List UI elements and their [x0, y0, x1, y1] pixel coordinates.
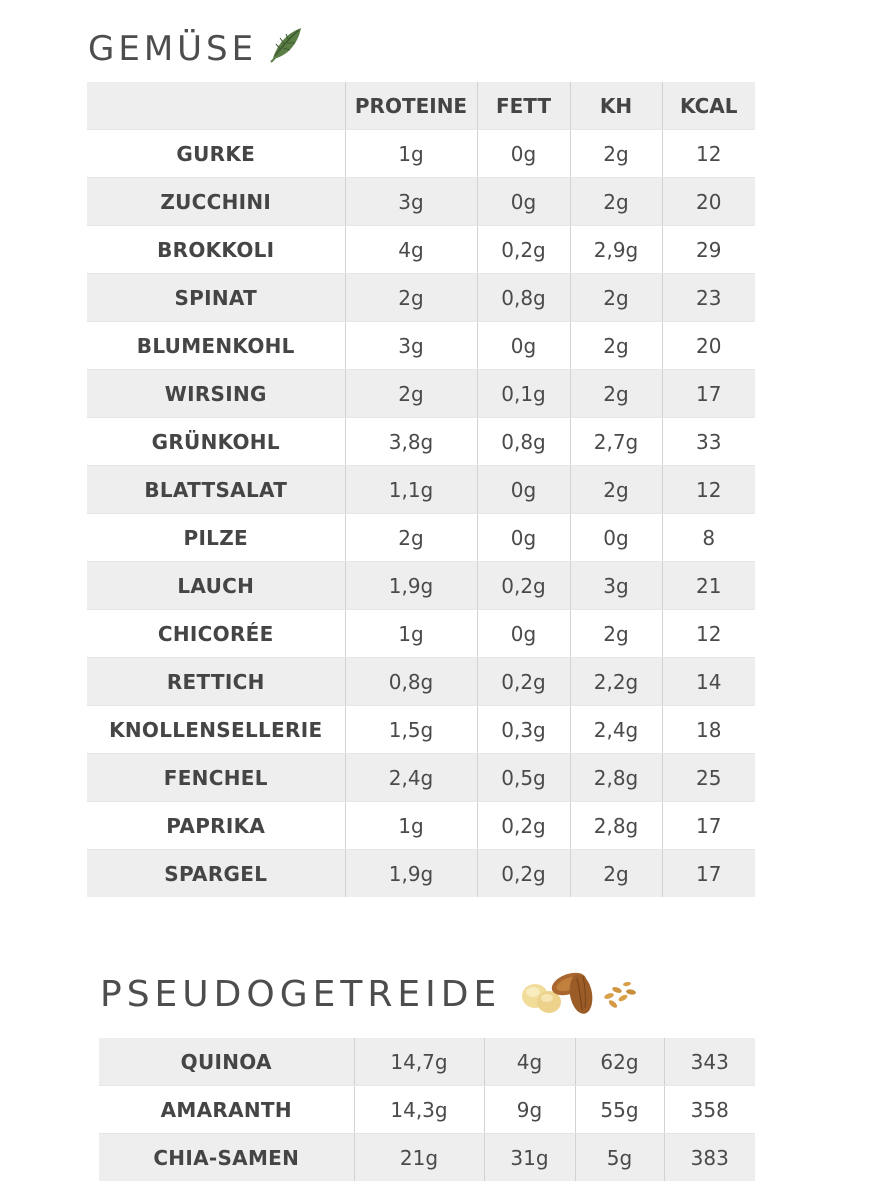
protein-value: 4g — [345, 226, 477, 274]
nuts-seeds-icon — [519, 962, 643, 1027]
carb-value: 2,8g — [570, 754, 662, 802]
kcal-value: 29 — [662, 226, 755, 274]
fat-value: 0g — [477, 610, 570, 658]
fat-value: 9g — [484, 1086, 575, 1134]
table-row — [87, 562, 755, 610]
carb-value: 5g — [575, 1134, 664, 1182]
table-row — [87, 322, 755, 370]
kcal-value: 8 — [662, 514, 755, 562]
fat-value: 0g — [477, 322, 570, 370]
table-row — [87, 514, 755, 562]
kcal-value: 25 — [662, 754, 755, 802]
food-name: BROKKOLI — [87, 226, 345, 274]
kcal-value: 20 — [662, 322, 755, 370]
fat-value: 0,2g — [477, 226, 570, 274]
nutrition-table-pseudogetreide — [99, 1038, 755, 1181]
protein-value: 1g — [345, 610, 477, 658]
kcal-value: 14 — [662, 658, 755, 706]
protein-value: 3,8g — [345, 418, 477, 466]
carb-value: 62g — [575, 1038, 664, 1086]
fat-value: 0,8g — [477, 274, 570, 322]
table-row — [99, 1038, 755, 1086]
kcal-value: 12 — [662, 466, 755, 514]
food-name: SPINAT — [87, 274, 345, 322]
table-row — [87, 754, 755, 802]
protein-value: 1,9g — [345, 850, 477, 898]
table-row — [87, 658, 755, 706]
kcal-value: 21 — [662, 562, 755, 610]
kcal-value: 33 — [662, 418, 755, 466]
fat-value: 0g — [477, 514, 570, 562]
protein-value: 1,1g — [345, 466, 477, 514]
kcal-value: 17 — [662, 370, 755, 418]
kcal-value: 12 — [662, 610, 755, 658]
carb-value: 2g — [570, 322, 662, 370]
header-kcal: KCAL — [662, 82, 755, 130]
carb-value: 2,2g — [570, 658, 662, 706]
table-row — [87, 418, 755, 466]
food-name: GRÜNKOHL — [87, 418, 345, 466]
carb-value: 2g — [570, 466, 662, 514]
section-title-text: PSEUDOGETREIDE — [100, 974, 502, 1015]
fat-value: 0,2g — [477, 562, 570, 610]
kcal-value: 17 — [662, 850, 755, 898]
carb-value: 55g — [575, 1086, 664, 1134]
leaf-icon — [267, 24, 307, 73]
protein-value: 3g — [345, 322, 477, 370]
protein-value: 2g — [345, 274, 477, 322]
fat-value: 0,5g — [477, 754, 570, 802]
section-title-pseudogetreide — [100, 962, 643, 1027]
header-proteine: PROTEINE — [345, 82, 477, 130]
food-name: CHICORÉE — [87, 610, 345, 658]
section-title-gemuese — [88, 24, 307, 73]
kcal-value: 20 — [662, 178, 755, 226]
table-row — [87, 274, 755, 322]
fat-value: 0,2g — [477, 802, 570, 850]
table-row — [99, 1134, 755, 1182]
table-row — [99, 1086, 755, 1134]
carb-value: 2,8g — [570, 802, 662, 850]
table-row — [87, 370, 755, 418]
kcal-value: 23 — [662, 274, 755, 322]
protein-value: 1g — [345, 130, 477, 178]
table-row — [87, 706, 755, 754]
food-name: PAPRIKA — [87, 802, 345, 850]
table-row — [87, 850, 755, 898]
carb-value: 2g — [570, 850, 662, 898]
food-name: SPARGEL — [87, 850, 345, 898]
food-name: PILZE — [87, 514, 345, 562]
fat-value: 0g — [477, 178, 570, 226]
kcal-value: 18 — [662, 706, 755, 754]
nutrition-table-gemuese — [87, 82, 755, 897]
table-header-row — [87, 82, 755, 130]
fat-value: 0,3g — [477, 706, 570, 754]
protein-value: 21g — [354, 1134, 484, 1182]
food-name: CHIA-SAMEN — [99, 1134, 354, 1182]
header-kh: KH — [570, 82, 662, 130]
fat-value: 0g — [477, 466, 570, 514]
carb-value: 0g — [570, 514, 662, 562]
protein-value: 14,3g — [354, 1086, 484, 1134]
kcal-value: 383 — [664, 1134, 755, 1182]
food-name: KNOLLENSELLERIE — [87, 706, 345, 754]
food-name: BLUMENKOHL — [87, 322, 345, 370]
carb-value: 2g — [570, 178, 662, 226]
carb-value: 2g — [570, 274, 662, 322]
table-row — [87, 466, 755, 514]
food-name: BLATTSALAT — [87, 466, 345, 514]
section-title-text: GEMÜSE — [88, 28, 258, 69]
carb-value: 3g — [570, 562, 662, 610]
carb-value: 2,7g — [570, 418, 662, 466]
fat-value: 0,2g — [477, 658, 570, 706]
food-name: ZUCCHINI — [87, 178, 345, 226]
header-cell-empty — [87, 82, 345, 130]
food-name: LAUCH — [87, 562, 345, 610]
protein-value: 1,9g — [345, 562, 477, 610]
protein-value: 2g — [345, 370, 477, 418]
protein-value: 2g — [345, 514, 477, 562]
food-name: WIRSING — [87, 370, 345, 418]
table-row — [87, 130, 755, 178]
kcal-value: 358 — [664, 1086, 755, 1134]
protein-value: 0,8g — [345, 658, 477, 706]
protein-value: 1g — [345, 802, 477, 850]
table-row — [87, 226, 755, 274]
food-name: RETTICH — [87, 658, 345, 706]
protein-value: 1,5g — [345, 706, 477, 754]
carb-value: 2g — [570, 370, 662, 418]
food-name: FENCHEL — [87, 754, 345, 802]
carb-value: 2g — [570, 610, 662, 658]
fat-value: 31g — [484, 1134, 575, 1182]
fat-value: 0,8g — [477, 418, 570, 466]
food-name: GURKE — [87, 130, 345, 178]
kcal-value: 17 — [662, 802, 755, 850]
food-name: QUINOA — [99, 1038, 354, 1086]
protein-value: 3g — [345, 178, 477, 226]
fat-value: 0,1g — [477, 370, 570, 418]
kcal-value: 12 — [662, 130, 755, 178]
protein-value: 14,7g — [354, 1038, 484, 1086]
protein-value: 2,4g — [345, 754, 477, 802]
food-name: AMARANTH — [99, 1086, 354, 1134]
carb-value: 2g — [570, 130, 662, 178]
fat-value: 4g — [484, 1038, 575, 1086]
kcal-value: 343 — [664, 1038, 755, 1086]
carb-value: 2,9g — [570, 226, 662, 274]
fat-value: 0g — [477, 130, 570, 178]
table-row — [87, 610, 755, 658]
table-row — [87, 178, 755, 226]
fat-value: 0,2g — [477, 850, 570, 898]
header-fett: FETT — [477, 82, 570, 130]
carb-value: 2,4g — [570, 706, 662, 754]
table-row — [87, 802, 755, 850]
